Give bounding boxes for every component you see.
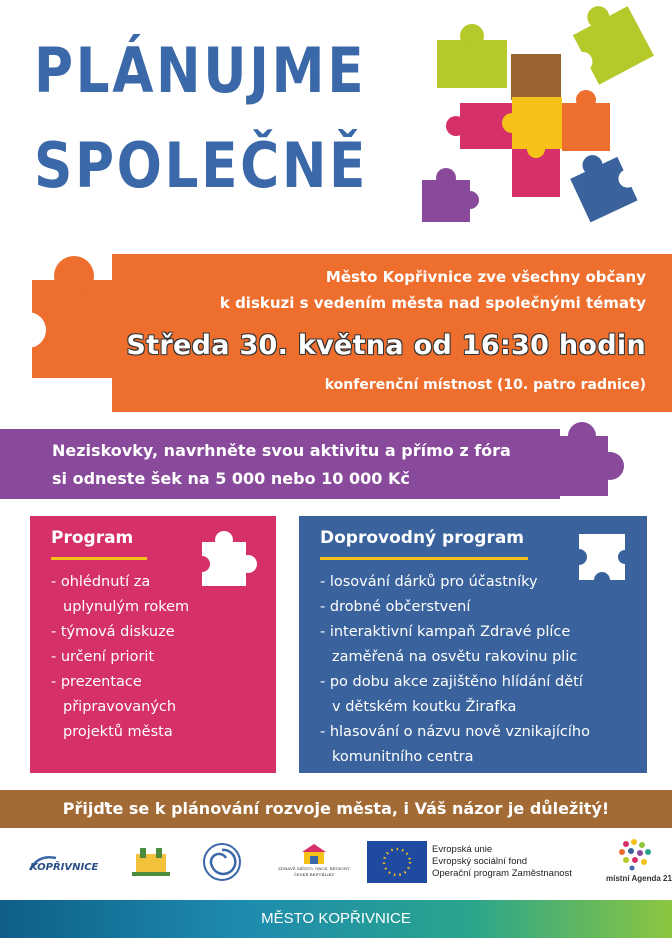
slogan-band: Přijďte se k plánování rozvoje města, i Váš názor je důležitý! [0,790,672,828]
list-item: komunitního centra [332,749,474,765]
list-item: - určení priorit [51,649,155,665]
agenda21-text: místní Agenda 21 [606,874,672,883]
event-place: konferenční místnost (10. patro radnice) [324,377,646,393]
list-item: připravovaných [63,699,177,715]
invitation-line-1: Město Kopřivnice zve všechny občany [325,268,646,286]
extra-program-heading: Doprovodný program [320,528,525,548]
list-item: - losování dárků pro účastníky [320,574,538,590]
koprivnice-logo-text: KOPŘIVNICE [30,862,99,873]
extra-program-list [320,570,590,770]
footer-bar: MĚSTO KOPŘIVNICE [0,900,672,938]
ngo-line-1: Neziskovky, navrhněte svou aktivitu a přímo z fóra [52,441,511,460]
title-line-1: PLÁNUJME [34,34,367,107]
spiral-logo-icon [200,840,244,884]
list-item: - týmová diskuze [51,624,175,640]
list-item: - drobné občerstvení [320,599,471,615]
list-item: - po dobu akce zajištěno hlídání dětí [320,674,583,690]
list-item: uplynulým rokem [63,599,190,615]
extra-program-heading-rule [320,557,528,560]
agenda21-dots-icon [614,838,654,872]
list-item: - ohlédnutí za [51,574,151,590]
agenda21-logo [606,838,672,888]
eu-text-2: Evropský sociální fond [432,856,528,867]
healthy-city-logo [272,842,356,882]
list-item: projektů města [63,724,173,740]
list-item: - prezentace [51,674,142,690]
eu-flag-icon [367,841,427,883]
invitation-line-2: k diskuzi s vedením města nad společnými tématy [219,294,646,312]
ngo-line-2: si odneste šek na 5 000 nebo 10 000 Kč [52,469,410,488]
town-emblem-icon [128,846,174,882]
eu-text-1: Evropská unie [432,844,493,855]
event-date: Středa 30. května od 16:30 hodin [126,330,646,361]
program-list [51,570,189,745]
white-puzzle-icon [188,524,268,604]
eu-text-3: Operační program Zaměstnanost [432,868,572,879]
program-heading-rule [51,557,147,560]
koprivnice-logo [26,850,106,884]
list-item: v dětském koutku Žirafka [332,699,517,715]
list-item: - hlasování o názvu nově vznikajícího [320,724,590,740]
list-item: zaměřená na osvětu rakovinu plic [332,649,578,665]
healthy-city-text: ZDRAVÉ MĚSTO, OBCE, REGIONY ČESKÉ REPUBLIKY [278,866,350,877]
list-item: - interaktivní kampaň Zdravé plíce [320,624,571,640]
healthy-city-house-icon [272,842,356,866]
program-heading: Program [51,528,134,548]
title-line-2: SPOLEČNĚ [34,129,369,202]
